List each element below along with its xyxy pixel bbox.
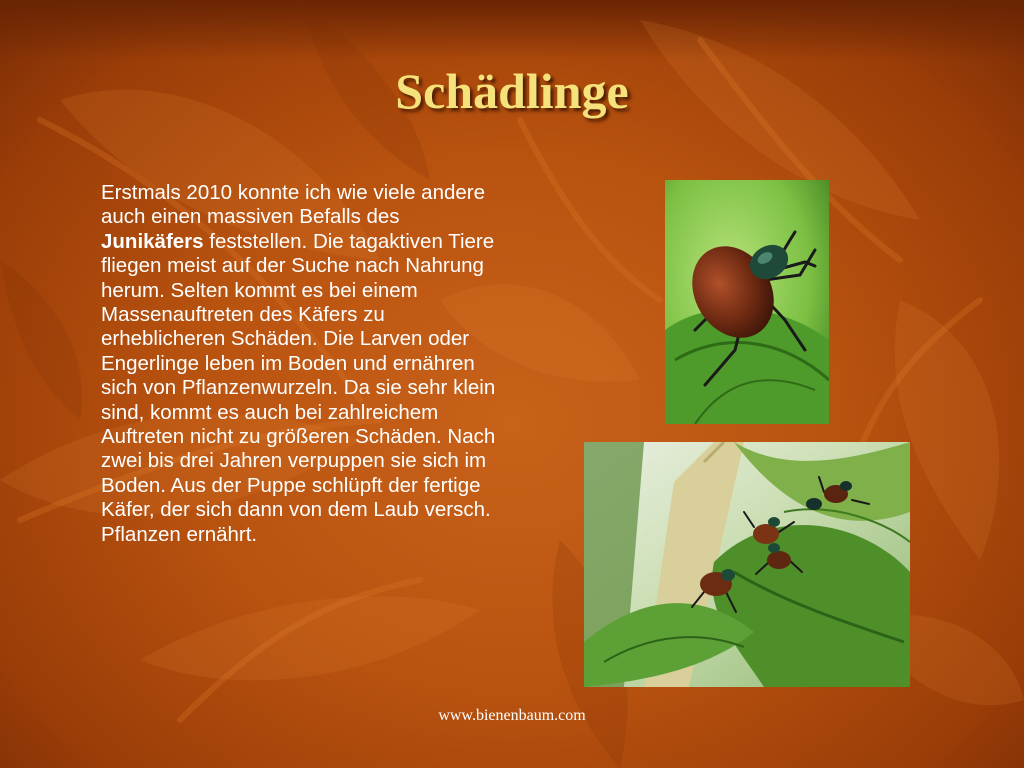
body-text-bold: Junikäfers (101, 229, 204, 253)
beetles-group-photo (584, 442, 910, 687)
beetle-photo-top (665, 180, 829, 424)
body-paragraph (101, 181, 501, 547)
beetles-on-leaves-image (584, 442, 910, 687)
body-text-part2: feststellen. Die tagaktiven Tiere fliegen meist auf der Suche nach Nahrung herum. Selten kommt es bei einem Massenauftreten des Käfers zu erheblicheren Schäden. Die Larven oder Engerlinge leben im Boden und ernähren sich von Pflanzenwurzeln. Da sie sehr klein sind, kommt es auch bei zahlreichem Auftreten nicht zu größeren Schäden. Nach zwei bis drei Jahren verpuppen sie sich im Boden. Aus der Puppe schlüpft der fertige Käfer, der sich dann von dem Laub versch. Pflanzen ernährt. (101, 229, 496, 546)
slide-title: Schädlinge (395, 63, 629, 119)
beetle-on-leaf-image (665, 180, 829, 424)
body-text-part1: Erstmals 2010 konnte ich wie viele andere auch einen massiven Befalls des (101, 181, 486, 229)
footer-url: www.bienenbaum.com (438, 707, 586, 724)
